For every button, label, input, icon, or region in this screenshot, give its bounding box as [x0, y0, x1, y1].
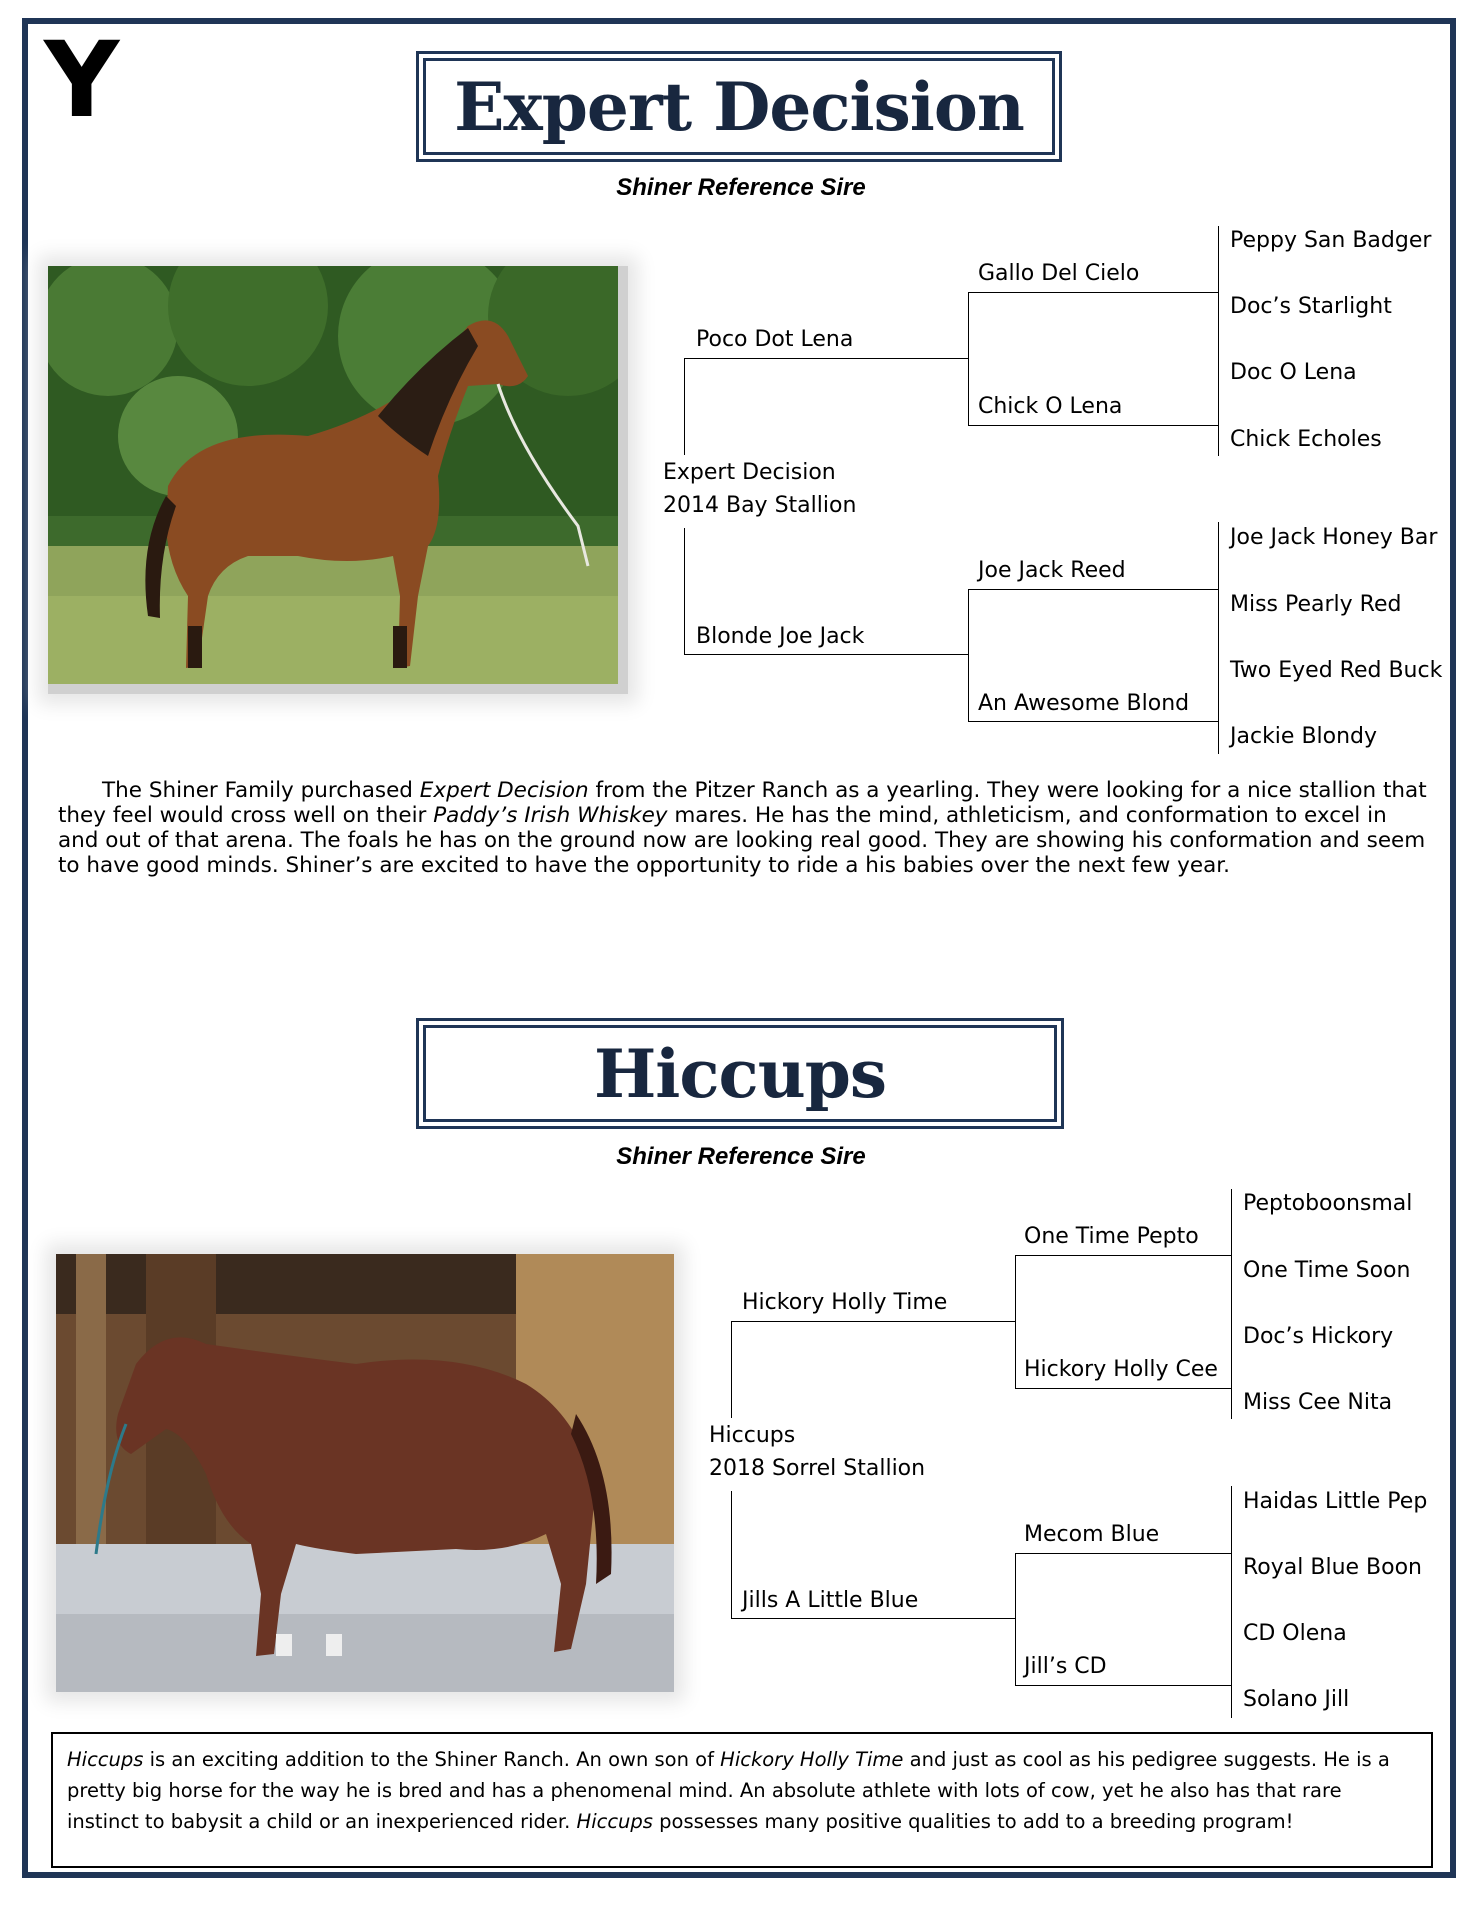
- horse1-photo-image: [48, 266, 628, 694]
- horse1-desc-text: from the Pitzer Ranch as a yearling. They were looking for a nice stallion that they feel would cross well on their: [58, 778, 1427, 828]
- horse2-ped-dam-dam: Jill’s CD: [1024, 1654, 1107, 1679]
- horse1-description: [58, 778, 1428, 878]
- horse2-ped-line: [1015, 1553, 1231, 1554]
- horse1-ped-ggp: Chick Echoles: [1230, 427, 1382, 452]
- horse2-ped-line: [1015, 1685, 1231, 1686]
- horse1-ped-line: [684, 358, 968, 359]
- horse2-desc-text: possesses many positive qualities to add to a breeding program!: [652, 1810, 1294, 1833]
- horse2-ped-ggp: Haidas Little Pep: [1243, 1489, 1428, 1514]
- horse2-ped-line: [1015, 1553, 1016, 1685]
- horse2-ped-ggp: Peptoboonsmal: [1243, 1191, 1413, 1216]
- horse1-ped-line: [684, 358, 685, 455]
- horse2-ped-line: [1231, 1189, 1232, 1419]
- horse2-ped-sire-sire: One Time Pepto: [1024, 1224, 1199, 1249]
- horse1-ped-line: [968, 292, 1218, 293]
- horse2-subtitle: Shiner Reference Sire: [616, 1143, 866, 1170]
- horse1-ped-line: [968, 589, 1218, 590]
- horse2-ped-sire: Hickory Holly Time: [742, 1290, 948, 1315]
- horse2-photo-image: [56, 1254, 674, 1692]
- horse2-photo: [56, 1254, 674, 1692]
- horse1-ped-subject-desc: 2014 Bay Stallion: [663, 493, 857, 518]
- horse2-title: Hiccups: [423, 1025, 1057, 1122]
- horse1-ped-ggp: Peppy San Badger: [1230, 228, 1432, 253]
- horse1-ped-ggp: Two Eyed Red Buck: [1230, 658, 1443, 683]
- horse1-ped-ggp: Doc’s Starlight: [1230, 294, 1392, 319]
- horse2-ped-ggp: Royal Blue Boon: [1243, 1555, 1422, 1580]
- horse1-title-box: [416, 51, 1062, 162]
- horse2-ped-line: [731, 1321, 1015, 1322]
- horse1-ped-dam-sire: Joe Jack Reed: [978, 558, 1126, 583]
- horse2-ped-subject-name: Hiccups: [709, 1423, 796, 1448]
- horse1-ped-line: [1218, 226, 1219, 456]
- horse2-ped-line: [1015, 1255, 1016, 1388]
- horse2-ped-dam: Jills A Little Blue: [742, 1588, 919, 1613]
- horse2-ped-ggp: Solano Jill: [1243, 1687, 1350, 1712]
- horse1-ped-sire: Poco Dot Lena: [696, 327, 854, 352]
- horse1-subtitle: Shiner Reference Sire: [616, 174, 866, 201]
- horse2-desc-text: is an exciting addition to the Shiner Ranch. An own son of: [143, 1748, 721, 1771]
- horse2-ped-ggp: One Time Soon: [1243, 1258, 1411, 1283]
- horse1-ped-line: [968, 425, 1218, 426]
- horse2-ped-line: [731, 1321, 732, 1418]
- horse1-ped-ggp: Doc O Lena: [1230, 360, 1357, 385]
- horse1-desc-text: mares. He has the mind, athleticism, and conformation to excel in and out of that arena. The foals he has on the ground now are looking real good. They are showing his conformation and seem to have good minds. Shiner’s are excited to have the opportunity to ride a his babies over the next few year.: [58, 803, 1426, 878]
- horse1-ped-ggp: Miss Pearly Red: [1230, 592, 1402, 617]
- horse1-desc-text: The Shiner Family purchased: [102, 778, 420, 803]
- horse1-desc-emphasis: Expert Decision: [419, 778, 589, 803]
- horse1-photo: [48, 266, 628, 694]
- horse1-ped-sire-sire: Gallo Del Cielo: [978, 261, 1140, 286]
- horse1-ped-line: [968, 589, 969, 722]
- horse2-desc-emphasis: Hickory Holly Time: [720, 1748, 904, 1771]
- horse2-title-box: [416, 1018, 1064, 1129]
- horse2-desc-text: and just as cool as his pedigree suggests. He is a pretty big horse for the way he is bred and has a phenomenal mind. An absolute athlete with lots of cow, yet he also has that rare instinct to babysit a child or an inexperienced rider.: [67, 1748, 1390, 1833]
- horse2-ped-line: [731, 1618, 1015, 1619]
- horse1-ped-subject-name: Expert Decision: [663, 460, 836, 485]
- horse1-ped-sire-dam: Chick O Lena: [978, 394, 1123, 419]
- horse1-ped-line: [968, 292, 969, 426]
- horse2-ped-line: [1015, 1255, 1231, 1256]
- horse1-ped-line: [1218, 522, 1219, 754]
- horse2-ped-ggp: Doc’s Hickory: [1243, 1324, 1394, 1349]
- horse1-desc-emphasis: Paddy’s Irish Whiskey: [433, 803, 668, 828]
- horse2-ped-ggp: CD Olena: [1243, 1621, 1347, 1646]
- horse2-desc-emphasis: Hiccups: [67, 1748, 144, 1771]
- horse1-ped-dam-dam: An Awesome Blond: [978, 691, 1190, 716]
- horse2-ped-line: [1231, 1486, 1232, 1718]
- corner-letter: Y: [44, 19, 120, 141]
- horse1-title: Expert Decision: [423, 58, 1055, 155]
- horse2-description: [51, 1732, 1433, 1868]
- horse1-ped-line: [684, 654, 968, 655]
- horse2-desc-emphasis: Hiccups: [576, 1810, 653, 1833]
- horse2-ped-dam-sire: Mecom Blue: [1024, 1522, 1160, 1547]
- horse1-ped-dam: Blonde Joe Jack: [696, 624, 865, 649]
- horse1-ped-line: [684, 528, 685, 654]
- horse2-ped-subject-desc: 2018 Sorrel Stallion: [709, 1456, 926, 1481]
- horse1-ped-line: [968, 721, 1218, 722]
- horse2-ped-sire-dam: Hickory Holly Cee: [1024, 1357, 1218, 1382]
- horse1-ped-ggp: Joe Jack Honey Bar: [1230, 525, 1438, 550]
- horse1-ped-ggp: Jackie Blondy: [1230, 724, 1378, 749]
- horse2-ped-ggp: Miss Cee Nita: [1243, 1390, 1393, 1415]
- horse2-ped-line: [731, 1491, 732, 1618]
- horse2-ped-line: [1015, 1388, 1231, 1389]
